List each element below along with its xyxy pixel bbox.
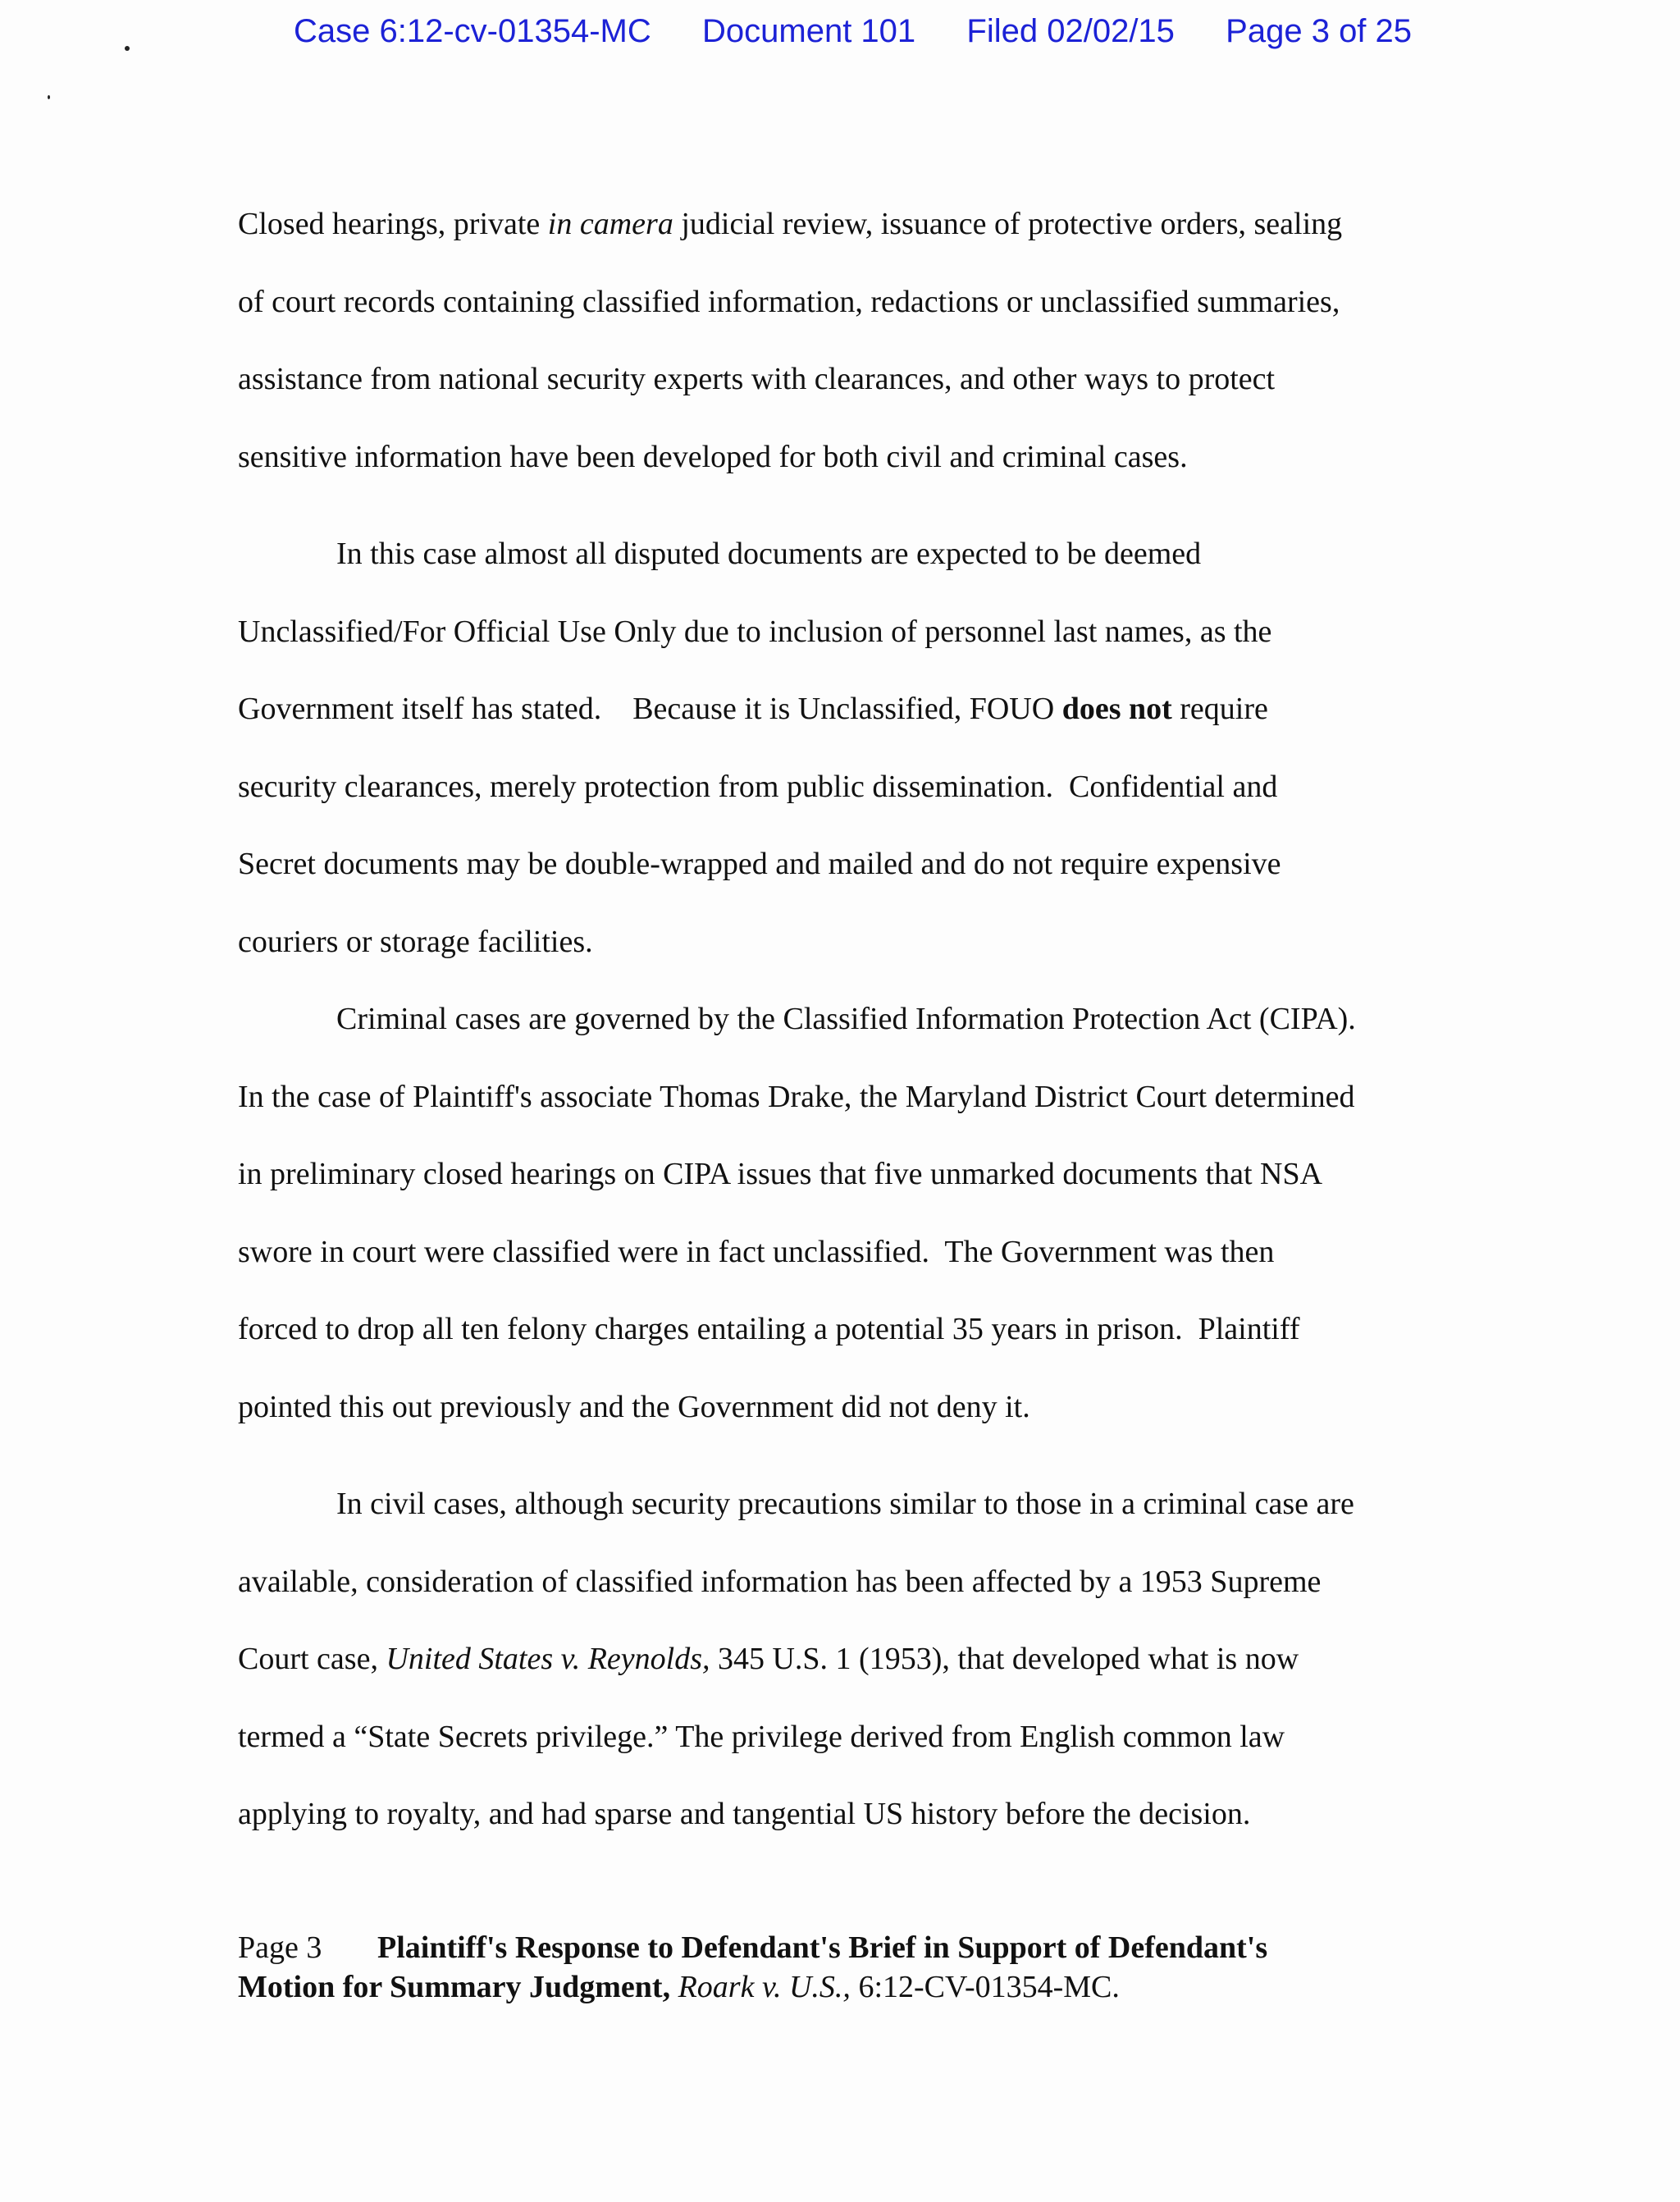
text-line: termed a “State Secrets privilege.” The privilege derived from English common law [238,1719,1285,1754]
text-line: in preliminary closed hearings on CIPA issues that five unmarked documents that NSA [238,1157,1323,1191]
text-line: available, consideration of classified information has been affected by a 1953 Supreme [238,1564,1322,1599]
footer-case-name: Roark v. U.S., [678,1970,851,2004]
italic-term: in camera [547,207,673,241]
text-line: applying to royalty, and had sparse and tangential US history before the decision. [238,1797,1251,1831]
body-text [238,185,1444,1853]
case-number: Case 6:12-cv-01354-MC [294,13,651,49]
text-line: assistance from national security experts with clearances, and other ways to protect [238,362,1276,396]
text-line: Criminal cases are governed by the Classified Information Protection Act (CIPA). [336,1002,1356,1036]
footer-case-number: 6:12-CV-01354-MC. [858,1970,1120,2004]
text-line: In this case almost all disputed documents are expected to be deemed [336,537,1202,571]
paragraph [238,1465,1444,1853]
footer-title-continued: Motion for Summary Judgment, [238,1970,671,2004]
text-line: of court records containing classified information, redactions or unclassified summaries, [238,284,1340,319]
scan-speck [125,46,130,51]
text-line: security clearances, merely protection from public dissemination. Confidential and [238,769,1278,804]
document-number: Document 101 [702,13,916,49]
text-line: couriers or storage facilities. [238,924,593,959]
footer-line [238,1967,1468,2007]
bold-emphasis: does not [1061,692,1172,726]
ecf-filing-header [294,11,1442,51]
text-line: Court case, United States v. Reynolds, 345 U.S. 1 (1953), that developed what is now [238,1642,1299,1676]
scan-speck [48,95,50,99]
text-line: pointed this out previously and the Government did not deny it. [238,1389,1030,1424]
text-line: forced to drop all ten felony charges entailing a potential 35 years in prison. Plaintiff [238,1312,1300,1346]
text-line: Closed hearings, private in camera judicial review, issuance of protective orders, sealing [238,207,1343,241]
footer-title: Plaintiff's Response to Defendant's Brief in Support of Defendant's [377,1930,1268,1965]
text-line: Secret documents may be double-wrapped and mailed and do not require expensive [238,847,1281,881]
filed-date: Filed 02/02/15 [966,13,1175,49]
text-line: In civil cases, although security precautions similar to those in a criminal case are [336,1487,1354,1521]
text-line: In the case of Plaintiff's associate Thomas Drake, the Maryland District Court determined [238,1079,1355,1114]
page-indicator: Page 3 of 25 [1226,13,1413,49]
footer-line [238,1928,1468,1967]
text-line: Unclassified/For Official Use Only due to inclusion of personnel last names, as the [238,614,1272,649]
page-footer [238,1928,1468,2007]
footer-page-label: Page 3 [238,1930,322,1965]
paragraph [238,980,1444,1446]
paragraph [238,185,1444,496]
case-citation: United States v. Reynolds, [386,1642,710,1676]
text-line: Government itself has stated. Because it is Unclassified, FOUO does not require [238,692,1268,726]
paragraph [238,515,1444,980]
text-line: sensitive information have been developed for both civil and criminal cases. [238,439,1188,474]
text-line: swore in court were classified were in fact unclassified. The Government was then [238,1234,1275,1269]
